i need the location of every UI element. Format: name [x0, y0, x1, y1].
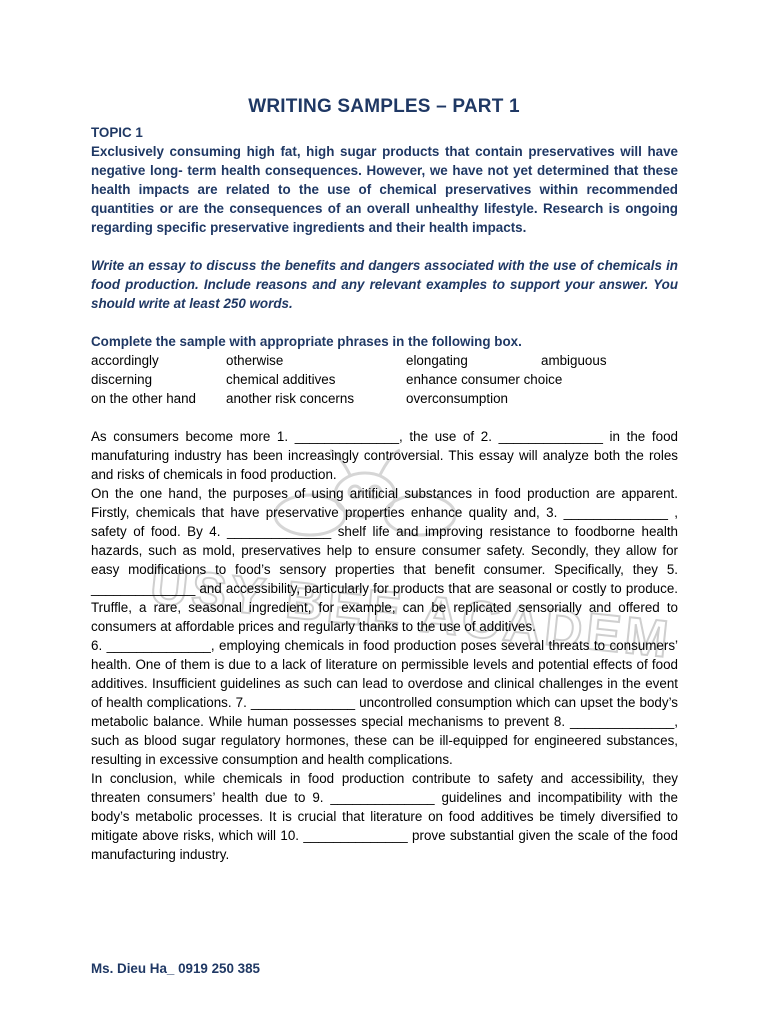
- phrase-box: [91, 351, 678, 408]
- topic-label: TOPIC 1: [91, 125, 143, 140]
- phrase-item: otherwise: [226, 353, 284, 368]
- essay-intro: As consumers become more 1. ______________, the use of 2. ______________ in the food manufaturing industry has been increasingly controversial. This essay will analyze both the roles and risks of chemicals in food production.: [91, 429, 678, 482]
- watermark-text: BUSY BEE ACADEMY: [150, 552, 670, 674]
- box-instruction: Complete the sample with appropriate phrases in the following box.: [91, 334, 522, 349]
- phrase-item: enhance consumer choice: [406, 372, 563, 387]
- essay-body-1: On the one hand, the purposes of using aritificial substances in food production are apparent. Firstly, chemicals that have preservative properties enhance quality and, 3. ______________ , safety of food. By 4. ______________ shelf life and improving resistance to foodborne health hazards, such as mold, preservatives help to ensure consumer safety. Secondly, they allow for easy modifications to food’s sensory properties that benefit consumer. Specifically, they 5. ______________ and accessibility, particularly for products that are seasonal or costly to produce. Truffle, a rare, seasonal ingredient, for example, can be replicated sensorially and offered to consumers at affordable prices and regularly thanks to the use of additives.: [91, 486, 678, 634]
- phrase-item: discerning: [91, 372, 153, 387]
- topic-prompt: Exclusively consuming high fat, high sugar products that contain preservatives will have negative long- term health consequences. However, we have not yet determined that these health impacts are related to the use of chemical preservatives within recommended quantities or are the consequences of an overall unhealthy lifestyle. Research is ongoing regarding specific preservative ingredients and their health impacts.: [91, 144, 678, 235]
- document-body: [91, 123, 678, 864]
- essay-conclusion: In conclusion, while chemicals in food production contribute to safety and accessibility, they threaten consumers’ health due to 9. ______________ guidelines and incompatibility with the body’s metabolic processes. It is crucial that literature on food additives be timely diversified to mitigate above risks, which will 10. ______________ prove substantial given the scale of the food manufacturing industry.: [91, 771, 678, 862]
- phrase-item: on the other hand: [91, 391, 196, 406]
- phrase-item: accordingly: [91, 353, 159, 368]
- task-instruction: Write an essay to discuss the benefits and dangers associated with the use of chemicals in food production. Include reasons and any relevant examples to support your answer. You should write at least 250 words.: [91, 258, 678, 311]
- phrase-item: another risk concerns: [226, 391, 355, 406]
- essay-body-2: 6. ______________, employing chemicals in food production poses several threats to consumers’ health. One of them is due to a lack of literature on permissible levels and potential effects of food additives. Insufficient guidelines as such can lead to overdose and clinical challenges in the event of health complications. 7. ______________ uncontrolled consumption which can upset the body’s metabolic balance. While human possesses special mechanisms to prevent 8. ______________, such as blood sugar regulatory hormones, these can be ill-equipped for engineered substances, resulting in excessive consumption and health complications.: [91, 638, 678, 767]
- phrase-item: overconsumption: [406, 391, 508, 406]
- phrase-item: elongating: [406, 353, 468, 368]
- phrase-item: chemical additives: [226, 372, 336, 387]
- phrase-item: ambiguous: [541, 353, 607, 368]
- page-title: WRITING SAMPLES – PART 1: [248, 96, 520, 117]
- footer-contact: Ms. Dieu Ha_ 0919 250 385: [91, 961, 260, 976]
- essay: [91, 427, 678, 864]
